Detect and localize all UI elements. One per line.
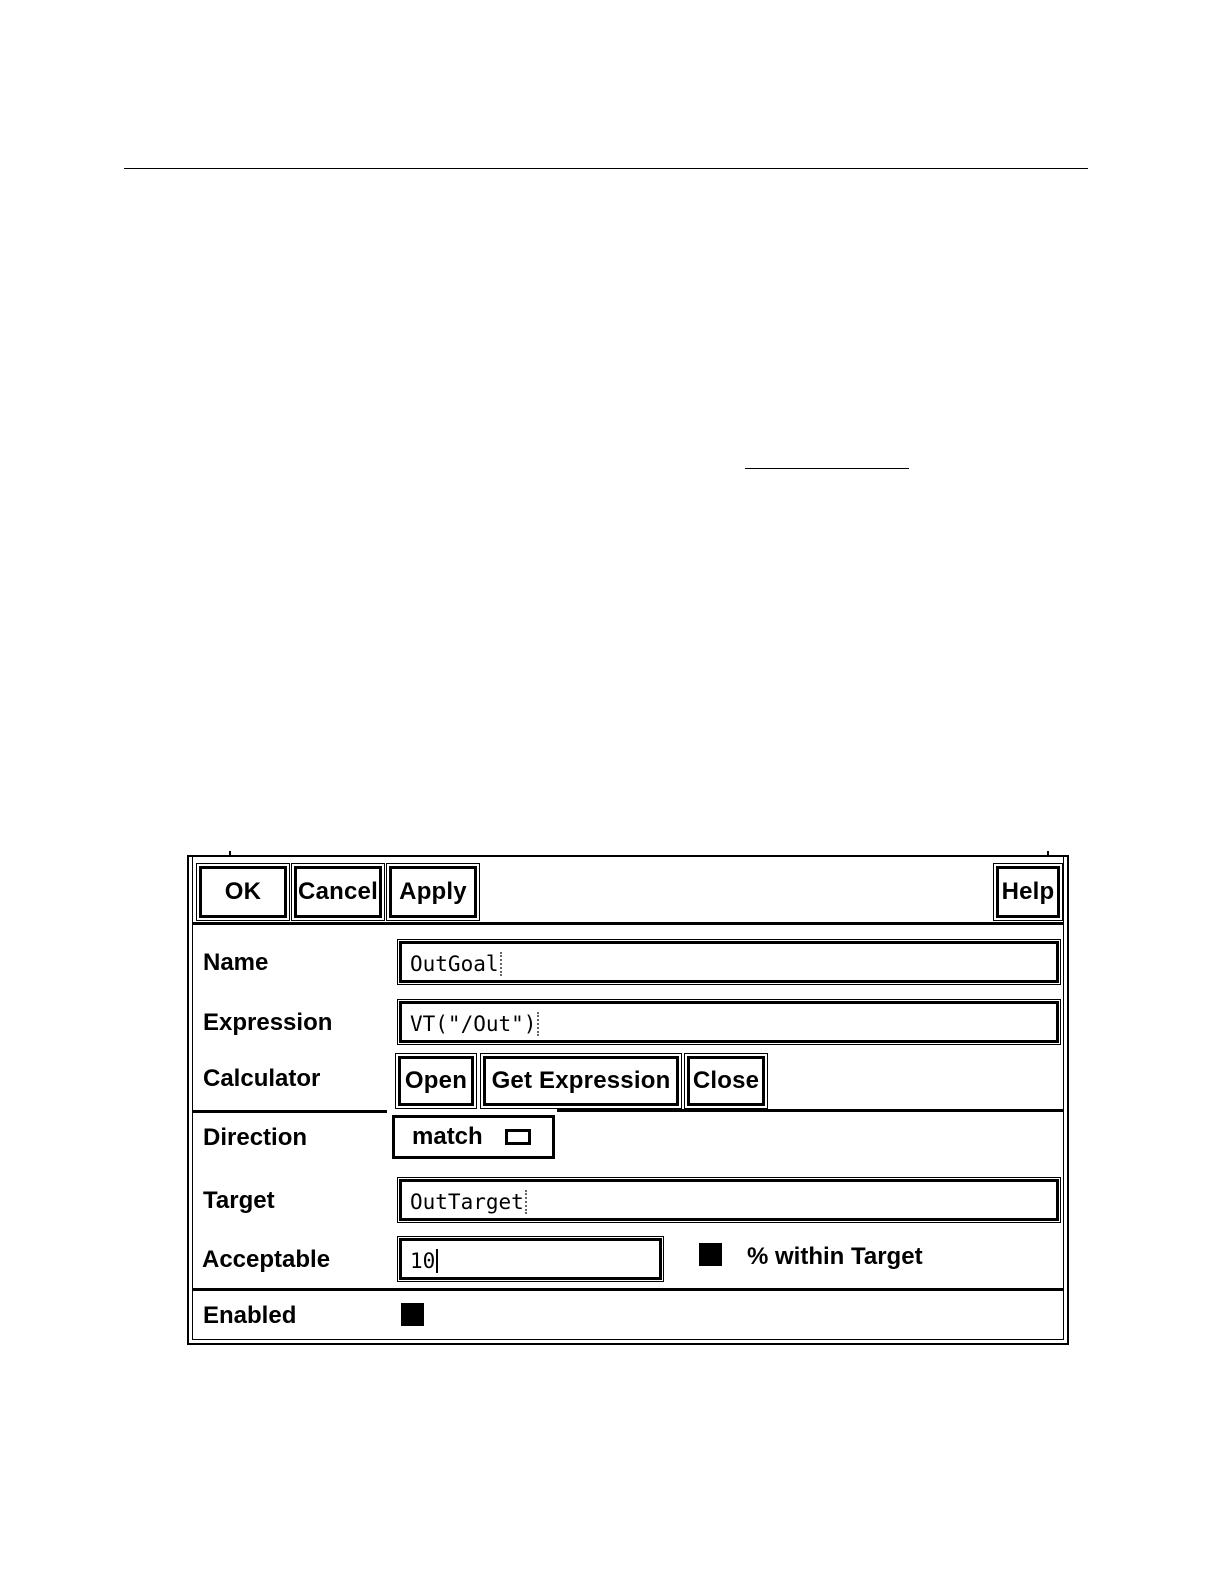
page-header-rule <box>124 168 1088 169</box>
separator <box>192 922 1064 925</box>
expression-input[interactable] <box>399 1001 1059 1043</box>
acceptable-label: Acceptable <box>202 1246 331 1273</box>
acceptable-input[interactable] <box>399 1238 662 1280</box>
text-caret <box>525 1190 529 1214</box>
target-input[interactable] <box>399 1179 1059 1221</box>
percent-within-target-label: % within Target <box>747 1243 923 1270</box>
get-expression-button[interactable]: Get Expression <box>483 1056 679 1106</box>
text-caret <box>537 1012 541 1036</box>
cancel-button[interactable]: Cancel <box>294 866 382 918</box>
separator <box>192 1110 387 1113</box>
separator <box>192 1288 1064 1291</box>
goal-dialog <box>187 855 1069 1345</box>
option-menu-icon <box>505 1129 531 1145</box>
enabled-label: Enabled <box>203 1302 297 1329</box>
direction-value: match <box>412 1123 483 1150</box>
text-caret <box>436 1249 440 1273</box>
clipped-edge-mark <box>229 851 231 856</box>
name-input-value: OutGoal <box>410 952 499 976</box>
direction-cycle-button[interactable] <box>392 1115 555 1159</box>
expression-input-value: VT("/Out") <box>410 1012 537 1036</box>
name-label: Name <box>203 949 269 976</box>
ok-button[interactable]: OK <box>199 866 287 918</box>
percent-within-target-toggle[interactable] <box>699 1243 722 1266</box>
acceptable-input-value: 10 <box>410 1249 436 1273</box>
direction-label: Direction <box>203 1124 308 1151</box>
calculator-label: Calculator <box>203 1065 321 1092</box>
enabled-checkbox[interactable] <box>401 1303 424 1326</box>
target-input-value: OutTarget <box>410 1190 524 1214</box>
expression-label: Expression <box>203 1009 333 1036</box>
clipped-edge-mark <box>1047 851 1049 856</box>
text-underline-rule <box>745 468 909 469</box>
name-input[interactable] <box>399 941 1059 983</box>
calculator-close-button[interactable]: Close <box>687 1056 765 1106</box>
help-button[interactable]: Help <box>996 866 1060 918</box>
separator <box>557 1109 1064 1112</box>
calculator-open-button[interactable]: Open <box>398 1056 474 1106</box>
target-label: Target <box>203 1187 275 1214</box>
text-caret <box>500 952 504 976</box>
apply-button[interactable]: Apply <box>389 866 477 918</box>
